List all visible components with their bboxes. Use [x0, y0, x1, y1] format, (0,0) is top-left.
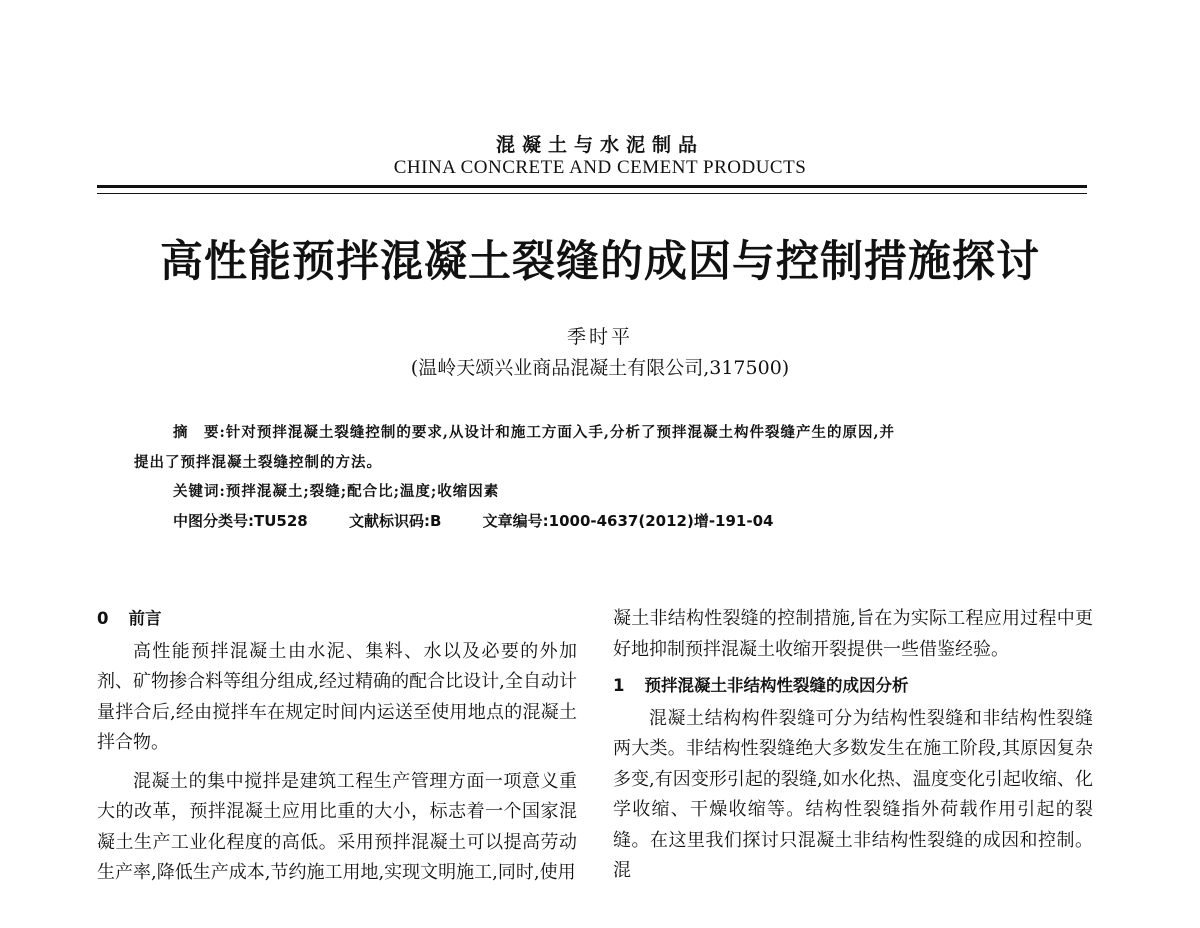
paragraph-continued: 凝土非结构性裂缝的控制措施,旨在为实际工程应用过程中更好地抑制预拌混凝土收缩开裂提供一些借鉴经验。 [613, 608, 1093, 660]
journal-name-chinese: 混凝土与水泥制品 [495, 134, 704, 156]
keywords-text: 预拌混凝土;裂缝;配合比;温度;收缩因素 [225, 483, 500, 500]
classification-line [173, 510, 773, 531]
section-1-number: 1 [613, 676, 625, 695]
paragraph-intro-1: 高性能预拌混凝土由水泥、集料、水以及必要的外加剂、矿物掺合料等组分组成,经过精确的配合比设计,全自动计量拌合后,经由搅拌车在规定时间内运送至使用地点的混凝土拌合物。 [97, 640, 577, 753]
keywords-label: 关键词: [173, 483, 226, 500]
section-1-heading [613, 671, 1093, 702]
article-number-value: 1000-4637(2012)增-191-04 [548, 512, 774, 530]
document-code [349, 512, 441, 530]
paragraph-section-1: 混凝土结构构件裂缝可分为结构性裂缝和非结构性裂缝两大类。非结构性裂缝绝大多数发生在施工阶段,其原因复杂多变,有因变形引起的裂缝,如水化热、温度变化引起收缩、化学收缩、干燥收缩等。结构性裂缝指外荷载作用引起的裂缝。在这里我们探讨只混凝土非结构性裂缝的成因和控制。混 [613, 707, 1093, 881]
right-column [613, 604, 1093, 887]
article-number-label: 文章编号: [482, 512, 549, 530]
abstract-text-1: 针对预拌混凝土裂缝控制的要求,从设计和施工方面入手,分析了预拌混凝土构件裂缝产生的原因,并 [225, 424, 895, 441]
clc-value: TU528 [254, 512, 308, 530]
abstract-label: 摘 要: [173, 424, 226, 441]
section-0-title: 前言 [128, 609, 162, 628]
section-1-title: 预拌混凝土非结构性裂缝的成因分析 [644, 676, 909, 695]
header-rule-thin [97, 193, 1087, 194]
keywords [173, 480, 499, 501]
document-code-label: 文献标识码: [348, 512, 430, 530]
left-column [97, 604, 577, 889]
author-name: 季时平 [566, 326, 633, 348]
author-affiliation: (温岭天颂兴业商品混凝土有限公司,317500) [410, 357, 790, 379]
abstract [134, 418, 1057, 478]
section-0-number: 0 [97, 609, 109, 628]
clc-number [173, 512, 308, 530]
journal-name-english: CHINA CONCRETE AND CEMENT PRODUCTS [393, 157, 807, 178]
abstract-line-1 [137, 418, 1057, 448]
document-code-value: B [429, 512, 442, 530]
header-rule-thick [97, 185, 1087, 188]
article-title: 高性能预拌混凝土裂缝的成因与控制措施探讨 [160, 237, 1040, 287]
abstract-text-2: 提出了预拌混凝土裂缝控制的方法。 [134, 454, 382, 471]
article-number [483, 512, 774, 530]
clc-label: 中图分类号: [173, 512, 254, 530]
section-0-heading [97, 604, 577, 635]
paragraph-intro-2: 混凝土的集中搅拌是建筑工程生产管理方面一项意义重大的改革，预拌混凝土应用比重的大小，标志着一个国家混凝土生产工业化程度的高低。采用预拌混凝土可以提高劳动生产率,降低生产成本,节约施工用地,实现文明施工,同时,使用 [97, 770, 577, 883]
